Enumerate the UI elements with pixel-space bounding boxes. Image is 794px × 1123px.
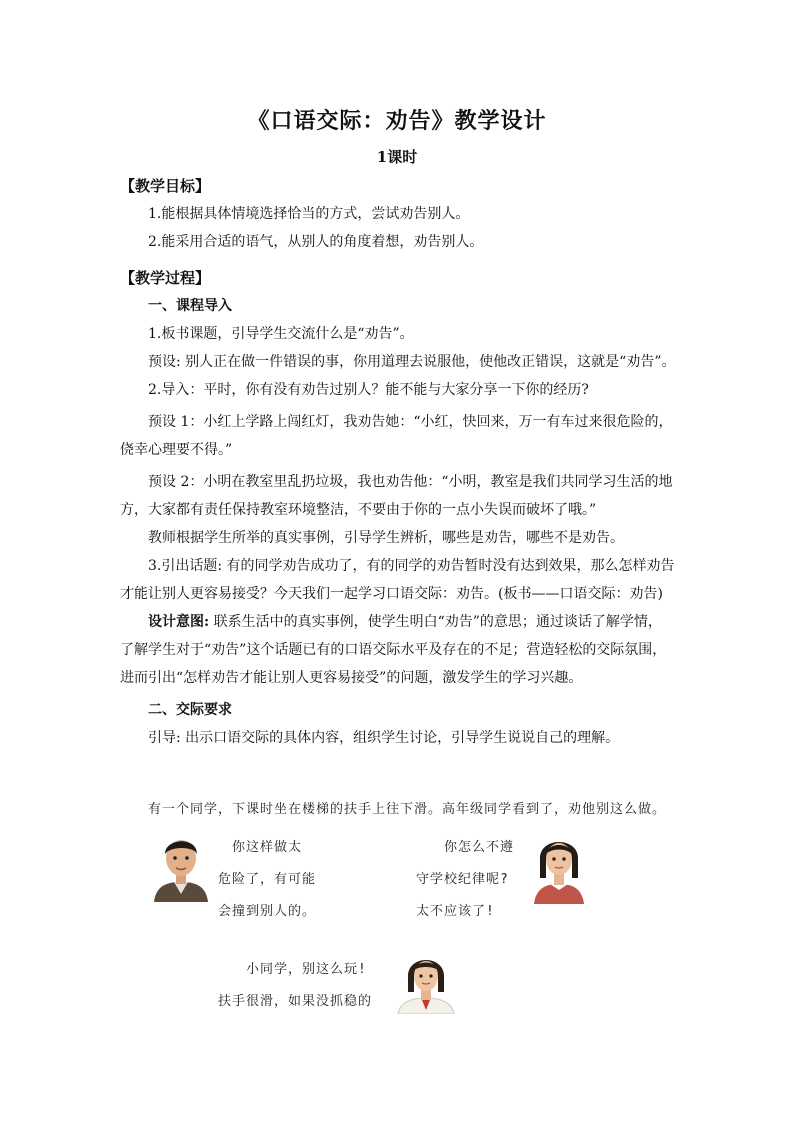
process-section — [120, 264, 680, 752]
speech-line: 会撞到别人的。 — [218, 904, 317, 919]
paragraph: 方，大家都有责任保持教室环境整洁，不要由于你的一点小失误而破坏了哦。” — [120, 502, 597, 518]
process-heading: 【教学过程】 — [120, 269, 211, 287]
girl2-speech — [218, 954, 372, 1018]
part2-heading: 二、交际要求 — [148, 702, 232, 718]
speech-line: 守学校纪律呢? — [416, 872, 509, 887]
design-intent — [120, 608, 680, 636]
speech-line: 你这样做太 — [232, 840, 303, 855]
paragraph: 教师根据学生所举的真实事例，引导学生辨析，哪些是劝告，哪些不是劝告。 — [148, 530, 624, 546]
goals-section — [120, 172, 680, 256]
goal-item: 1.能根据具体情境选择恰当的方式，尝试劝告别人。 — [148, 206, 470, 222]
goals-heading: 【教学目标】 — [120, 177, 211, 195]
boy-illustration-icon — [150, 828, 212, 902]
girl-speech — [416, 832, 514, 928]
speech-line: 你怎么不遵 — [444, 840, 515, 855]
paragraph: 进而引出“怎样劝告才能让别人更容易接受”的问题，激发学生的学习兴趣。 — [120, 670, 583, 686]
paragraph: 预设: 别人正在做一件错误的事，你用道理去说服他，使他改正错误，这就是“劝告”。 — [148, 354, 676, 370]
paragraph: 预设 2：小明在教室里乱扔垃圾，我也劝告他：“小明，教室是我们共同学习生活的地 — [148, 474, 673, 490]
speech-line: 危险了，有可能 — [218, 872, 317, 887]
paragraph: 3.引出话题: 有的同学劝告成功了，有的同学的劝告暂时没有达到效果，那么怎样劝告 — [148, 558, 675, 574]
comic-caption: 有一个同学，下课时坐在楼梯的扶手上往下滑。高年级同学看到了，劝他别这么做。 — [148, 802, 667, 817]
document-title: 《口语交际：劝告》教学设计 — [247, 108, 547, 134]
boy-speech — [218, 832, 316, 928]
speech-line: 小同学，别这么玩! — [246, 962, 367, 977]
girl-illustration-icon — [530, 826, 588, 904]
paragraph: 引导: 出示口语交际的具体内容，组织学生讨论，引导学生说说自己的理解。 — [148, 730, 620, 746]
paragraph: 2.导入：平时，你有没有劝告过别人？能不能与大家分享一下你的经历? — [148, 382, 589, 398]
paragraph: 侥幸心理要不得。” — [120, 442, 233, 458]
part1-heading: 一、课程导入 — [148, 298, 232, 314]
speech-line: 扶手很滑，如果没抓稳的 — [218, 994, 373, 1009]
goal-item: 2.能采用合适的语气，从别人的角度着想，劝告别人。 — [148, 234, 484, 250]
document-subtitle: 1课时 — [376, 148, 418, 166]
older-girl-illustration-icon — [396, 948, 456, 1014]
paragraph: 预设 1：小红上学路上闯红灯，我劝告她：“小红，快回来，万一有车过来很危险的， — [148, 414, 673, 430]
paragraph: 1.板书课题，引导学生交流什么是“劝告”。 — [148, 326, 414, 342]
design-intent-text: 联系生活中的真实事例，使学生明白“劝告”的意思；通过谈话了解学情， — [209, 614, 662, 630]
speech-line: 太不应该了! — [416, 904, 495, 919]
paragraph: 了解学生对于“劝告”这个话题已有的口语交际水平及存在的不足；营造轻松的交际氛围， — [120, 642, 667, 658]
design-intent-label: 设计意图: — [148, 614, 210, 630]
paragraph: 才能让别人更容易接受？今天我们一起学习口语交际：劝告。(板书——口语交际：劝告) — [120, 586, 663, 602]
